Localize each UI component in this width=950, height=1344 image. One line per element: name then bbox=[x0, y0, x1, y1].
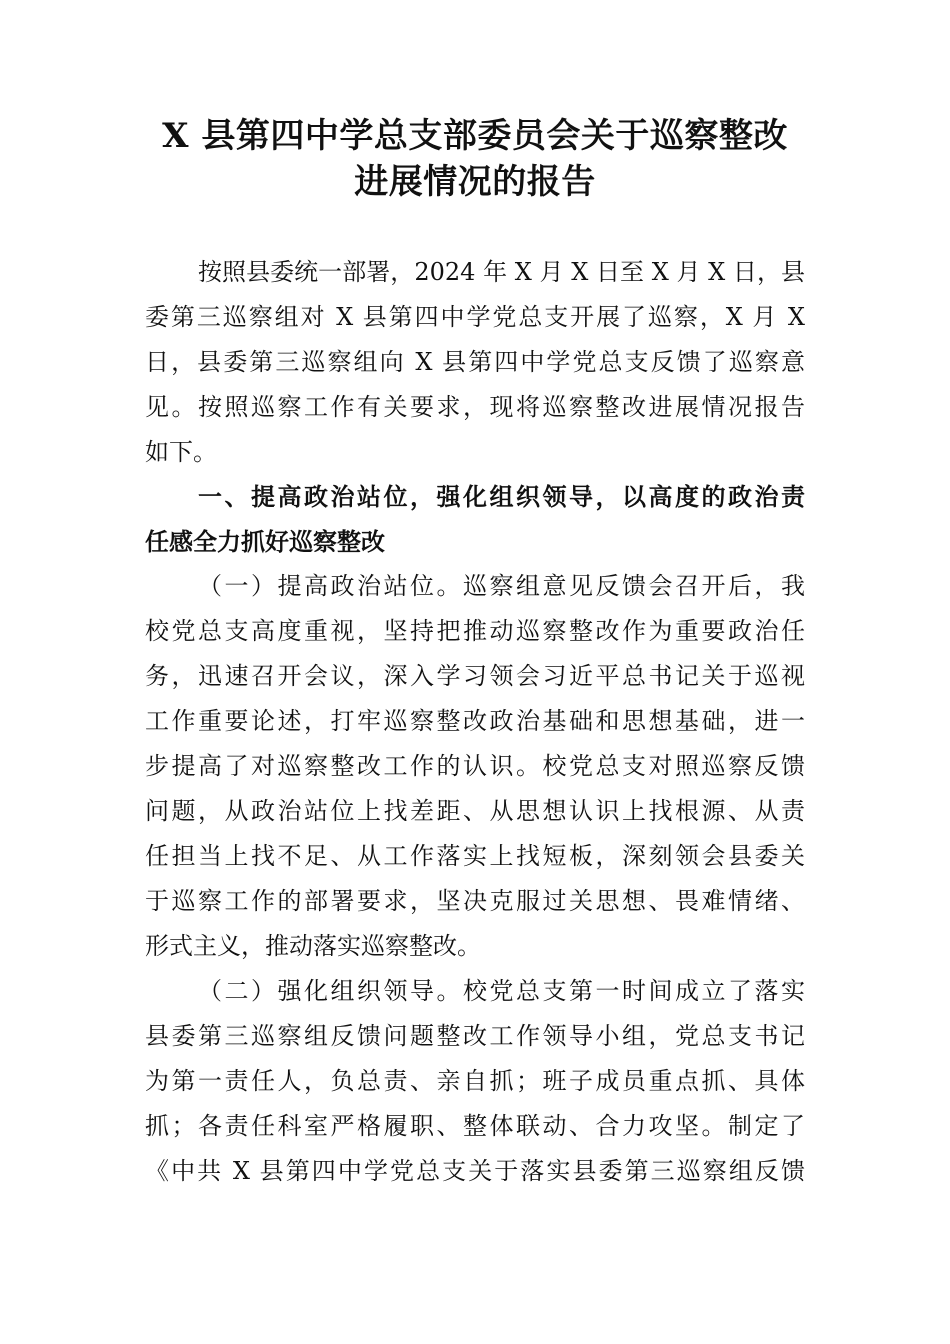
paragraph-line: 委第三巡察组对 X 县第四中学党总支开展了巡察，X 月 X bbox=[145, 303, 805, 331]
paragraph-line: 按照县委统一部署，2024 年 X 月 X 日至 X 月 X 日，县 bbox=[198, 258, 805, 286]
section-heading-line: 一、提高政治站位，强化组织领导，以高度的政治责 bbox=[198, 483, 805, 511]
paragraph-line: 如下。 bbox=[145, 438, 217, 466]
section-heading-line: 任感全力抓好巡察整改 bbox=[145, 528, 385, 556]
paragraph-line: （二）强化组织领导。校党总支第一时间成立了落实 bbox=[198, 977, 805, 1005]
paragraph-line: 校党总支高度重视，坚持把推动巡察整改作为重要政治任 bbox=[145, 617, 805, 645]
paragraph-line: 步提高了对巡察整改工作的认识。校党总支对照巡察反馈 bbox=[145, 752, 805, 780]
paragraph-line: 务，迅速召开会议，深入学习领会习近平总书记关于巡视 bbox=[145, 662, 805, 690]
document-title-line-2: 进展情况的报告 bbox=[354, 162, 596, 202]
paragraph-line: 工作重要论述，打牢巡察整改政治基础和思想基础，进一 bbox=[145, 707, 805, 735]
paragraph-line: 日，县委第三巡察组向 X 县第四中学党总支反馈了巡察意 bbox=[145, 348, 805, 376]
paragraph-line: 任担当上找不足、从工作落实上找短板，深刻领会县委关 bbox=[145, 842, 805, 870]
paragraph-line: 《中共 X 县第四中学党总支关于落实县委第三巡察组反馈 bbox=[145, 1157, 805, 1185]
paragraph-line: 县委第三巡察组反馈问题整改工作领导小组，党总支书记 bbox=[145, 1022, 805, 1050]
paragraph-line: 问题，从政治站位上找差距、从思想认识上找根源、从责 bbox=[145, 797, 805, 825]
document-title-line-1: X 县第四中学总支部委员会关于巡察整改 bbox=[162, 116, 788, 156]
paragraph-line: 形式主义，推动落实巡察整改。 bbox=[145, 932, 481, 960]
paragraph-line: 为第一责任人，负总责、亲自抓；班子成员重点抓、具体 bbox=[145, 1067, 805, 1095]
paragraph-line: 见。按照巡察工作有关要求，现将巡察整改进展情况报告 bbox=[145, 393, 805, 421]
paragraph-line: 于巡察工作的部署要求，坚决克服过关思想、畏难情绪、 bbox=[145, 887, 805, 915]
paragraph-line: 抓；各责任科室严格履职、整体联动、合力攻坚。制定了 bbox=[145, 1112, 805, 1140]
paragraph-line: （一）提高政治站位。巡察组意见反馈会召开后，我 bbox=[198, 572, 805, 600]
